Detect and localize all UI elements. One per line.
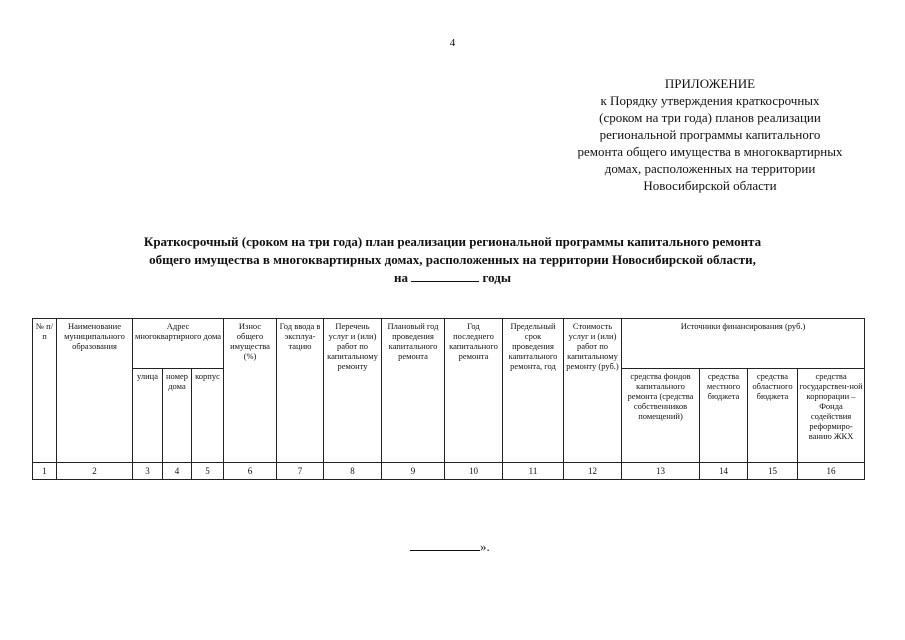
col-header-planned-year: Плановый год проведения капитального ремонта [382, 319, 445, 463]
column-number: 4 [163, 463, 192, 480]
column-number: 6 [224, 463, 277, 480]
column-number-row [33, 463, 865, 480]
col-header-num: № п/п [33, 319, 57, 463]
closing-line [410, 538, 490, 555]
col-header-wear: Износ общего имущества (%) [224, 319, 277, 463]
header-row-1 [33, 319, 865, 369]
column-number: 11 [503, 463, 564, 480]
col-header-funding: Источники финансирования (руб.) [622, 319, 865, 369]
col-header-commissioning: Год ввода в эксплуа-тацию [277, 319, 324, 463]
col-header-fund-state: средства государствен-ной корпорации – Фонда содействия реформиро-ванию ЖКХ [798, 369, 865, 463]
column-number: 15 [748, 463, 798, 480]
column-number: 8 [324, 463, 382, 480]
column-number: 7 [277, 463, 324, 480]
title-line-1: Краткосрочный (сроком на три года) план реализации региональной программы капитального ремонта [143, 234, 762, 249]
title-suffix: годы [482, 270, 511, 285]
col-header-cost: Стоимость услуг и (или) работ по капитальному ремонту (руб.) [564, 319, 622, 463]
year-blank-field [411, 269, 479, 282]
column-number: 2 [57, 463, 133, 480]
appendix-line: Новосибирской области [643, 178, 777, 193]
column-number: 13 [622, 463, 700, 480]
col-header-address: Адрес многоквартирного дома [133, 319, 224, 369]
appendix-heading: ПРИЛОЖЕНИЕ [664, 76, 756, 91]
col-header-deadline: Предельный срок проведения капитального ремонта, год [503, 319, 564, 463]
appendix-line: домах, расположенных на территории [604, 161, 816, 176]
document-title [40, 233, 865, 287]
col-header-building: корпус [192, 369, 224, 463]
column-number: 16 [798, 463, 865, 480]
closing-quote: ». [480, 539, 490, 554]
appendix-line: региональной программы капитального [599, 127, 821, 142]
col-header-fund-regional: средства областного бюджета [748, 369, 798, 463]
appendix-line: к Порядку утверждения краткосрочных [600, 93, 820, 108]
appendix-line: (сроком на три года) планов реализации [599, 110, 821, 125]
closing-blank-field [410, 538, 480, 551]
column-number: 10 [445, 463, 503, 480]
col-header-street: улица [133, 369, 163, 463]
column-number: 9 [382, 463, 445, 480]
col-header-last-repair: Год последнего капитального ремонта [445, 319, 503, 463]
column-number: 12 [564, 463, 622, 480]
column-number: 14 [700, 463, 748, 480]
page-number: 4 [449, 37, 456, 49]
title-line-3 [40, 269, 865, 287]
title-line-2: общего имущества в многоквартирных домах, расположенных на территории Новосибирской области, [149, 252, 756, 267]
col-header-house: номер дома [163, 369, 192, 463]
col-header-fund-owners: средства фондов капитального ремонта (средства собственников помещений) [622, 369, 700, 463]
column-number: 3 [133, 463, 163, 480]
appendix-line: ремонта общего имущества в многоквартирных [577, 144, 843, 159]
col-header-fund-local: средства местного бюджета [700, 369, 748, 463]
col-header-municipality: Наименование муниципального образования [57, 319, 133, 463]
title-prefix: на [394, 270, 409, 285]
appendix-block [540, 75, 880, 194]
column-number: 1 [33, 463, 57, 480]
column-number: 5 [192, 463, 224, 480]
plan-table [32, 318, 865, 480]
col-header-services: Перечень услуг и (или) работ по капитальному ремонту [324, 319, 382, 463]
